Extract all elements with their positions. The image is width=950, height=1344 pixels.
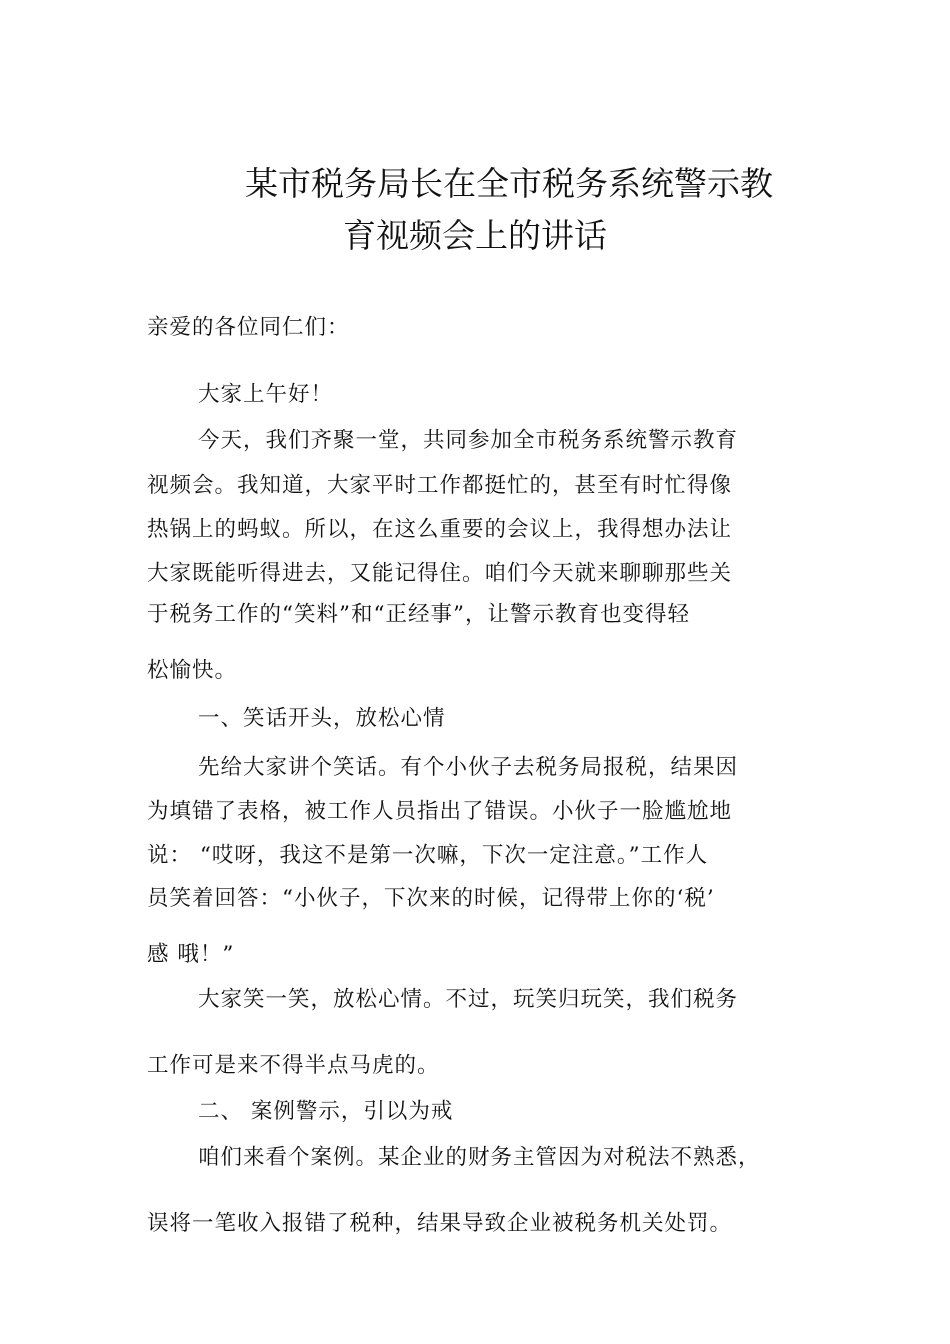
section-heading-2: 二、 案例警示，引以为戒 [198, 1099, 454, 1124]
paragraph-line: 松愉快。 [147, 658, 238, 683]
paragraph-line: 热锅上的蚂蚁。所以，在这么重要的会议上，我得想办法让 [147, 517, 733, 542]
paragraph-line: 大家笑一笑，放松心情。不过，玩笑归玩笑，我们税务 [198, 987, 739, 1012]
paragraph-line: 感 哦！” [147, 942, 235, 967]
paragraph-line: 今天，我们齐聚一堂，共同参加全市税务系统警示教育 [198, 428, 739, 453]
paragraph-line: 咱们来看个案例。某企业的财务主管因为对税法不熟悉， [198, 1145, 761, 1170]
document-title-line-1: 某市税务局长在全市税务系统警示教 [245, 164, 773, 203]
paragraph-line: 说： “哎呀，我这不是第一次嘛，下次一定注意。”工作人 [147, 843, 709, 868]
paragraph-line: 先给大家讲个笑话。有个小伙子去税务局报税，结果因 [198, 755, 739, 780]
document-title-line-2: 育视频会上的讲话 [343, 216, 607, 255]
paragraph-line: 工作可是来不得半点马虎的。 [147, 1053, 440, 1078]
paragraph-line: 视频会。我知道，大家平时工作都挺忙的，甚至有时忙得像 [147, 473, 733, 498]
section-heading-1: 一、笑话开头，放松心情 [198, 706, 446, 731]
paragraph-line: 于税务工作的“笑料”和“正经事”，让警示教育也变得轻 [147, 602, 690, 627]
salutation: 亲爱的各位同仁们： [147, 315, 350, 340]
paragraph-line: 误将一笔收入报错了税种，结果导致企业被税务机关处罚。 [147, 1211, 733, 1236]
paragraph-line: 为填错了表格，被工作人员指出了错误。小伙子一脸尴尬地 [147, 799, 733, 824]
greeting: 大家上午好！ [198, 382, 334, 407]
paragraph-line: 员笑着回答：“小伙子，下次来的时候，记得带上你的‘税’ [147, 886, 715, 911]
paragraph-line: 大家既能听得进去，又能记得住。咱们今天就来聊聊那些关 [147, 561, 733, 586]
